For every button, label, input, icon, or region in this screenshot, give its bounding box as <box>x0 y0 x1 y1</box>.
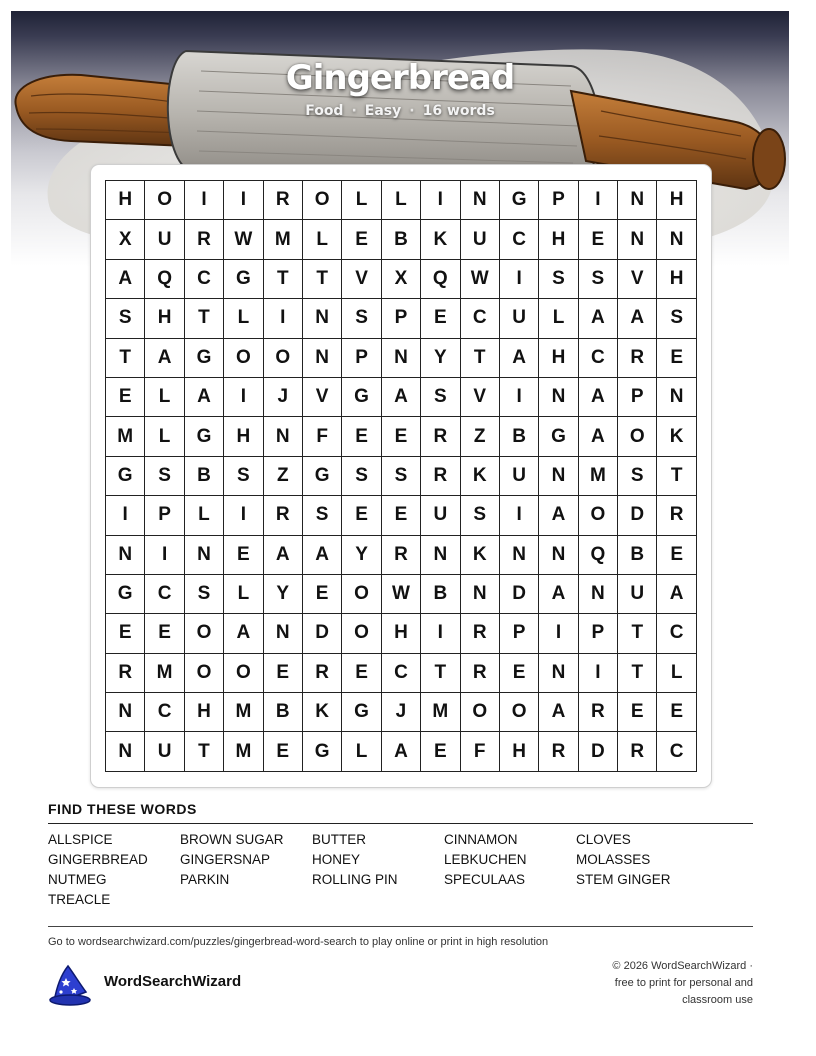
grid-cell[interactable]: C <box>657 614 696 653</box>
grid-cell[interactable]: O <box>578 496 617 535</box>
grid-cell[interactable]: K <box>657 417 696 456</box>
grid-row <box>106 377 697 416</box>
grid-cell[interactable]: V <box>302 377 341 416</box>
grid-cell[interactable]: E <box>578 220 617 259</box>
grid-cell[interactable]: N <box>539 653 578 692</box>
grid-cell[interactable]: T <box>618 653 657 692</box>
grid-cell[interactable]: M <box>421 693 460 732</box>
grid-cell[interactable]: N <box>539 377 578 416</box>
grid-cell[interactable]: Q <box>578 535 617 574</box>
grid-cell[interactable]: E <box>342 417 381 456</box>
grid-cell[interactable]: E <box>342 653 381 692</box>
grid-cell[interactable]: G <box>302 732 341 771</box>
divider <box>48 823 753 824</box>
grid-cell[interactable]: E <box>421 299 460 338</box>
puzzle-title: Gingerbread <box>285 58 515 98</box>
grid-cell[interactable]: G <box>342 377 381 416</box>
grid-cell[interactable]: I <box>539 614 578 653</box>
word-list-item: BROWN SUGAR <box>180 832 284 847</box>
grid-cell[interactable]: D <box>618 496 657 535</box>
grid-cell[interactable]: N <box>460 574 499 613</box>
grid-cell[interactable]: K <box>302 693 341 732</box>
word-list-item: NUTMEG <box>48 872 107 887</box>
grid-cell[interactable]: F <box>460 732 499 771</box>
word-list-item: GINGERSNAP <box>180 852 271 867</box>
grid-cell[interactable]: I <box>421 614 460 653</box>
grid-cell[interactable]: G <box>499 181 538 220</box>
grid-cell[interactable]: L <box>539 299 578 338</box>
copyright-line: free to print for personal and <box>614 977 753 989</box>
grid-cell[interactable]: N <box>578 574 617 613</box>
word-list-item: ALLSPICE <box>48 832 113 847</box>
grid-cell[interactable]: B <box>381 220 420 259</box>
grid-cell[interactable]: R <box>618 338 657 377</box>
word-list-item: PARKIN <box>180 872 230 887</box>
puzzle-word-count: 16 words <box>422 103 495 119</box>
grid-cell[interactable]: M <box>224 732 263 771</box>
grid-cell[interactable]: N <box>381 338 420 377</box>
grid-cell[interactable]: O <box>224 653 263 692</box>
grid-cell[interactable]: A <box>539 496 578 535</box>
word-list <box>48 832 753 908</box>
grid-cell[interactable]: I <box>578 181 617 220</box>
grid-cell[interactable]: T <box>184 299 223 338</box>
grid-cell[interactable]: Z <box>460 417 499 456</box>
grid-row <box>106 181 697 220</box>
grid-cell[interactable]: S <box>302 496 341 535</box>
grid-cell[interactable]: A <box>381 377 420 416</box>
grid-cell[interactable]: N <box>460 181 499 220</box>
grid-cell[interactable]: G <box>184 338 223 377</box>
grid-cell[interactable]: E <box>145 614 184 653</box>
grid-cell[interactable]: L <box>145 377 184 416</box>
grid-cell[interactable]: B <box>499 417 538 456</box>
letter-grid[interactable] <box>105 180 697 772</box>
grid-cell[interactable]: A <box>618 299 657 338</box>
grid-cell[interactable]: I <box>224 377 263 416</box>
grid-cell[interactable]: N <box>618 220 657 259</box>
grid-cell[interactable]: R <box>460 614 499 653</box>
puzzle-grid-card <box>90 164 712 788</box>
grid-cell[interactable]: T <box>302 259 341 298</box>
grid-cell[interactable]: S <box>342 456 381 495</box>
grid-cell[interactable]: S <box>145 456 184 495</box>
grid-cell[interactable]: N <box>657 220 696 259</box>
grid-cell[interactable]: M <box>578 456 617 495</box>
grid-cell[interactable]: B <box>263 693 302 732</box>
grid-cell[interactable]: I <box>499 496 538 535</box>
grid-cell[interactable]: A <box>224 614 263 653</box>
grid-cell[interactable]: L <box>145 417 184 456</box>
grid-cell[interactable]: S <box>618 456 657 495</box>
grid-cell[interactable]: K <box>460 456 499 495</box>
grid-cell[interactable]: I <box>184 181 223 220</box>
grid-cell[interactable]: N <box>106 535 145 574</box>
grid-cell[interactable]: T <box>618 614 657 653</box>
brand-name[interactable]: WordSearchWizard <box>104 973 242 990</box>
grid-cell[interactable]: C <box>381 653 420 692</box>
grid-cell[interactable]: S <box>106 299 145 338</box>
word-list-heading: FIND THESE WORDS <box>48 801 197 817</box>
grid-cell[interactable]: R <box>421 456 460 495</box>
grid-cell[interactable]: R <box>263 496 302 535</box>
grid-cell[interactable]: Y <box>342 535 381 574</box>
grid-cell[interactable]: V <box>460 377 499 416</box>
grid-cell[interactable]: P <box>381 299 420 338</box>
word-list-item: LEBKUCHEN <box>444 852 527 867</box>
grid-cell[interactable]: O <box>302 181 341 220</box>
grid-cell[interactable]: G <box>184 417 223 456</box>
grid-row <box>106 417 697 456</box>
grid-cell[interactable]: E <box>657 338 696 377</box>
grid-cell[interactable]: I <box>224 496 263 535</box>
grid-cell[interactable]: R <box>302 653 341 692</box>
grid-cell[interactable]: B <box>184 456 223 495</box>
grid-cell[interactable]: L <box>224 299 263 338</box>
grid-cell[interactable]: Z <box>263 456 302 495</box>
grid-cell[interactable]: G <box>106 456 145 495</box>
grid-cell[interactable]: J <box>263 377 302 416</box>
puzzle-difficulty: Easy <box>364 103 402 119</box>
grid-cell[interactable]: U <box>145 732 184 771</box>
grid-cell[interactable]: O <box>342 614 381 653</box>
grid-cell[interactable]: C <box>184 259 223 298</box>
grid-cell[interactable]: H <box>381 614 420 653</box>
grid-cell[interactable]: O <box>263 338 302 377</box>
grid-cell[interactable]: D <box>578 732 617 771</box>
grid-cell[interactable]: S <box>224 456 263 495</box>
grid-cell[interactable]: A <box>657 574 696 613</box>
grid-cell[interactable]: H <box>224 417 263 456</box>
footer-link[interactable]: Go to wordsearchwizard.com/puzzles/gingerbread-word-search to play online or print in high resolution <box>48 936 549 948</box>
grid-cell[interactable]: U <box>499 456 538 495</box>
grid-cell[interactable]: K <box>460 535 499 574</box>
grid-cell[interactable]: I <box>421 181 460 220</box>
grid-cell[interactable]: T <box>184 732 223 771</box>
grid-cell[interactable]: E <box>106 377 145 416</box>
grid-cell[interactable]: P <box>499 614 538 653</box>
grid-cell[interactable]: T <box>657 456 696 495</box>
grid-cell[interactable]: N <box>184 535 223 574</box>
grid-cell[interactable]: N <box>539 535 578 574</box>
grid-cell[interactable]: X <box>381 259 420 298</box>
grid-cell[interactable]: S <box>578 259 617 298</box>
grid-cell[interactable]: R <box>578 693 617 732</box>
grid-cell[interactable]: E <box>263 653 302 692</box>
grid-cell[interactable]: L <box>657 653 696 692</box>
copyright-line: © 2026 WordSearchWizard · <box>612 960 753 972</box>
grid-cell[interactable]: N <box>421 535 460 574</box>
grid-cell[interactable]: C <box>460 299 499 338</box>
grid-cell[interactable]: Q <box>421 259 460 298</box>
grid-cell[interactable]: R <box>539 732 578 771</box>
grid-cell[interactable]: F <box>302 417 341 456</box>
word-list-item: ROLLING PIN <box>312 872 398 887</box>
grid-row <box>106 693 697 732</box>
grid-cell[interactable]: S <box>381 456 420 495</box>
grid-cell[interactable]: O <box>184 614 223 653</box>
grid-row <box>106 259 697 298</box>
grid-cell[interactable]: N <box>263 417 302 456</box>
grid-cell[interactable]: N <box>539 456 578 495</box>
grid-cell[interactable]: I <box>578 653 617 692</box>
grid-cell[interactable]: A <box>578 417 617 456</box>
meta-separator: · <box>351 103 357 119</box>
grid-row <box>106 338 697 377</box>
word-list-item: SPECULAAS <box>444 872 526 887</box>
grid-cell[interactable]: G <box>342 693 381 732</box>
word-list-item: BUTTER <box>312 832 366 847</box>
grid-cell[interactable]: A <box>184 377 223 416</box>
grid-cell[interactable]: P <box>342 338 381 377</box>
grid-cell[interactable]: T <box>460 338 499 377</box>
grid-cell[interactable]: B <box>618 535 657 574</box>
grid-cell[interactable]: S <box>342 299 381 338</box>
grid-cell[interactable]: X <box>106 220 145 259</box>
grid-cell[interactable]: A <box>539 693 578 732</box>
grid-cell[interactable]: U <box>618 574 657 613</box>
word-list-item: MOLASSES <box>576 852 651 867</box>
grid-cell[interactable]: E <box>381 417 420 456</box>
grid-cell[interactable]: L <box>342 732 381 771</box>
grid-cell[interactable]: E <box>657 535 696 574</box>
grid-row <box>106 456 697 495</box>
grid-cell[interactable]: I <box>145 535 184 574</box>
word-list-item: CINNAMON <box>444 832 518 847</box>
grid-cell[interactable]: U <box>460 220 499 259</box>
grid-row <box>106 496 697 535</box>
grid-cell[interactable]: N <box>657 377 696 416</box>
grid-cell[interactable]: R <box>657 496 696 535</box>
grid-cell[interactable]: A <box>499 338 538 377</box>
grid-cell[interactable]: P <box>618 377 657 416</box>
grid-cell[interactable]: I <box>499 259 538 298</box>
grid-cell[interactable]: L <box>302 220 341 259</box>
grid-row <box>106 614 697 653</box>
grid-cell[interactable]: N <box>106 732 145 771</box>
grid-cell[interactable]: U <box>145 220 184 259</box>
grid-cell[interactable]: N <box>263 614 302 653</box>
grid-cell[interactable]: E <box>618 693 657 732</box>
grid-cell[interactable]: L <box>381 181 420 220</box>
grid-cell[interactable]: M <box>263 220 302 259</box>
grid-cell[interactable]: A <box>539 574 578 613</box>
grid-cell[interactable]: D <box>499 574 538 613</box>
grid-cell[interactable]: G <box>224 259 263 298</box>
grid-cell[interactable]: R <box>263 181 302 220</box>
copyright-line: classroom use <box>682 994 753 1006</box>
word-list-item: TREACLE <box>48 892 111 907</box>
grid-cell[interactable]: U <box>499 299 538 338</box>
grid-cell[interactable]: H <box>499 732 538 771</box>
grid-row <box>106 535 697 574</box>
grid-cell[interactable]: E <box>263 732 302 771</box>
grid-cell[interactable]: D <box>302 614 341 653</box>
grid-cell[interactable]: P <box>539 181 578 220</box>
grid-row <box>106 299 697 338</box>
grid-cell[interactable]: N <box>499 535 538 574</box>
grid-cell[interactable]: H <box>539 338 578 377</box>
divider <box>48 926 753 927</box>
grid-cell[interactable]: H <box>657 259 696 298</box>
word-list-item: GINGERBREAD <box>48 852 148 867</box>
grid-cell[interactable]: L <box>342 181 381 220</box>
grid-cell[interactable]: G <box>106 574 145 613</box>
grid-cell[interactable]: O <box>145 181 184 220</box>
grid-cell[interactable]: T <box>263 259 302 298</box>
grid-cell[interactable]: A <box>106 259 145 298</box>
grid-cell[interactable]: I <box>263 299 302 338</box>
grid-cell[interactable]: I <box>224 181 263 220</box>
word-list-item: HONEY <box>312 852 361 867</box>
grid-cell[interactable]: O <box>618 417 657 456</box>
grid-cell[interactable]: N <box>618 181 657 220</box>
wizard-hat-icon <box>46 962 94 1006</box>
grid-cell[interactable]: E <box>106 614 145 653</box>
grid-cell[interactable]: T <box>421 653 460 692</box>
word-list-item: CLOVES <box>576 832 631 847</box>
grid-cell[interactable]: R <box>421 417 460 456</box>
grid-cell[interactable]: C <box>499 220 538 259</box>
grid-cell[interactable]: V <box>618 259 657 298</box>
grid-cell[interactable]: W <box>381 574 420 613</box>
grid-cell[interactable]: E <box>657 693 696 732</box>
grid-cell[interactable]: I <box>499 377 538 416</box>
meta-separator: · <box>409 103 415 119</box>
grid-cell[interactable]: Y <box>263 574 302 613</box>
grid-cell[interactable]: W <box>224 220 263 259</box>
grid-cell[interactable]: O <box>184 653 223 692</box>
grid-cell[interactable]: N <box>302 299 341 338</box>
grid-cell[interactable]: S <box>421 377 460 416</box>
grid-row <box>106 732 697 771</box>
grid-cell[interactable]: H <box>539 220 578 259</box>
grid-cell[interactable]: S <box>184 574 223 613</box>
grid-cell[interactable]: K <box>421 220 460 259</box>
grid-cell[interactable]: R <box>618 732 657 771</box>
grid-cell[interactable]: O <box>224 338 263 377</box>
grid-cell[interactable]: H <box>184 693 223 732</box>
grid-cell[interactable]: H <box>106 181 145 220</box>
grid-cell[interactable]: R <box>460 653 499 692</box>
grid-cell[interactable]: L <box>224 574 263 613</box>
grid-cell[interactable]: R <box>184 220 223 259</box>
puzzle-meta <box>0 103 800 119</box>
grid-cell[interactable]: M <box>106 417 145 456</box>
grid-cell[interactable]: C <box>657 732 696 771</box>
grid-cell[interactable]: U <box>421 496 460 535</box>
grid-cell[interactable]: E <box>342 496 381 535</box>
puzzle-category: Food <box>305 103 344 119</box>
grid-cell[interactable]: T <box>106 338 145 377</box>
grid-cell[interactable]: A <box>578 299 617 338</box>
grid-cell[interactable]: H <box>145 299 184 338</box>
grid-cell[interactable]: E <box>302 574 341 613</box>
grid-cell[interactable]: H <box>657 181 696 220</box>
grid-cell[interactable]: O <box>460 693 499 732</box>
grid-cell[interactable]: A <box>381 732 420 771</box>
grid-cell[interactable]: E <box>499 653 538 692</box>
grid-cell[interactable]: O <box>499 693 538 732</box>
grid-cell[interactable]: A <box>263 535 302 574</box>
grid-cell[interactable]: E <box>421 732 460 771</box>
grid-cell[interactable]: A <box>302 535 341 574</box>
grid-row <box>106 653 697 692</box>
grid-row <box>106 220 697 259</box>
grid-cell[interactable]: Y <box>421 338 460 377</box>
grid-cell[interactable]: A <box>145 338 184 377</box>
grid-cell[interactable]: S <box>460 496 499 535</box>
grid-row <box>106 574 697 613</box>
grid-cell[interactable]: I <box>106 496 145 535</box>
grid-cell[interactable]: E <box>342 220 381 259</box>
grid-cell[interactable]: C <box>145 693 184 732</box>
grid-cell[interactable]: J <box>381 693 420 732</box>
grid-cell[interactable]: M <box>224 693 263 732</box>
grid-cell[interactable]: P <box>578 614 617 653</box>
grid-cell[interactable]: R <box>106 653 145 692</box>
grid-cell[interactable]: M <box>145 653 184 692</box>
grid-cell[interactable]: V <box>342 259 381 298</box>
grid-cell[interactable]: C <box>578 338 617 377</box>
grid-cell[interactable]: O <box>342 574 381 613</box>
grid-cell[interactable]: L <box>184 496 223 535</box>
word-list-item: STEM GINGER <box>576 872 671 887</box>
copyright <box>563 958 753 1009</box>
grid-cell[interactable]: R <box>381 535 420 574</box>
grid-cell[interactable]: E <box>381 496 420 535</box>
grid-cell[interactable]: W <box>460 259 499 298</box>
grid-cell[interactable]: A <box>578 377 617 416</box>
grid-cell[interactable]: B <box>421 574 460 613</box>
grid-cell[interactable]: Q <box>145 259 184 298</box>
grid-cell[interactable]: E <box>224 535 263 574</box>
grid-cell[interactable]: G <box>302 456 341 495</box>
grid-cell[interactable]: S <box>539 259 578 298</box>
grid-cell[interactable]: G <box>539 417 578 456</box>
grid-cell[interactable]: N <box>106 693 145 732</box>
grid-cell[interactable]: S <box>657 299 696 338</box>
grid-cell[interactable]: P <box>145 496 184 535</box>
grid-cell[interactable]: C <box>145 574 184 613</box>
grid-cell[interactable]: N <box>302 338 341 377</box>
